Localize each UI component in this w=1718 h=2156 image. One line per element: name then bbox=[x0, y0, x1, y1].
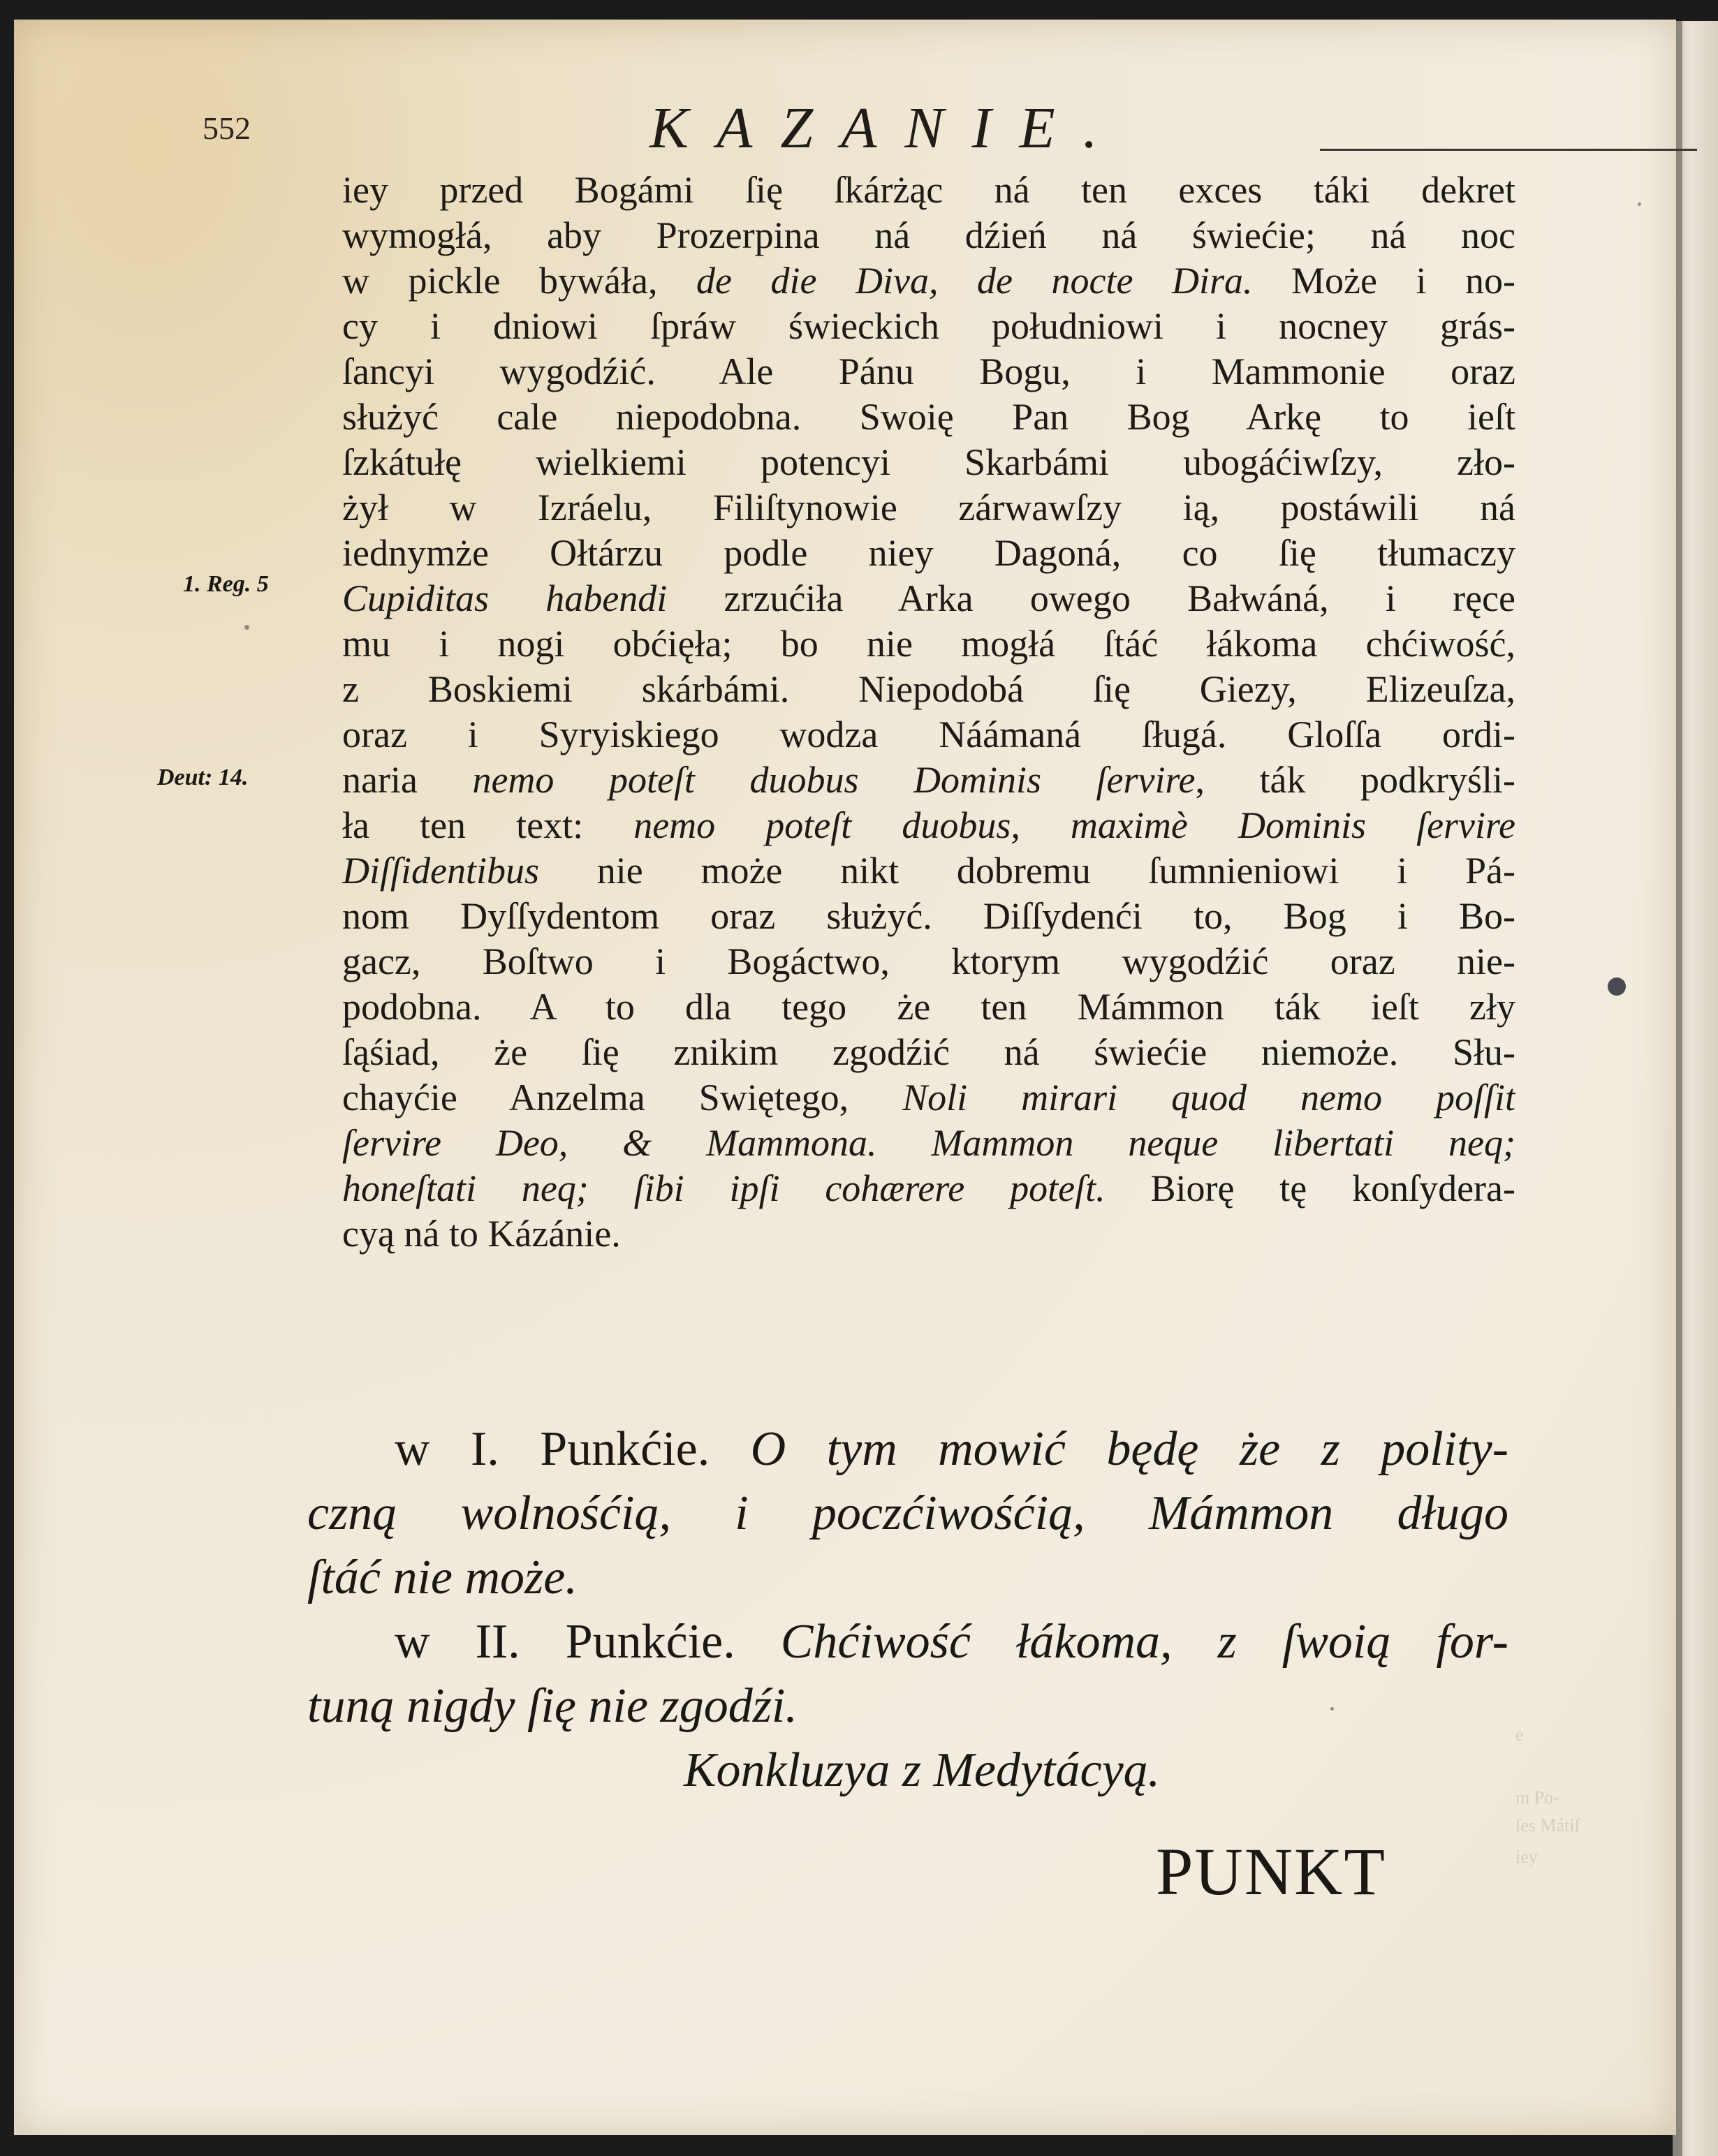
text-line: naria nemo poteſt duobus Dominis ſervire, ták podkryśli- bbox=[342, 759, 1515, 801]
text-line: wymogłá, aby Prozerpina ná dźień ná świećie; ná noc bbox=[342, 214, 1515, 256]
conclusion-text: Konkluzya z Medytácyą. bbox=[683, 1743, 1161, 1797]
margin-note-deut: Deut: 14. bbox=[157, 765, 249, 790]
text-line: ſąśiad, że ſię znikim zgodźić ná świećie niemoże. Słu- bbox=[342, 1031, 1515, 1073]
sermon-points bbox=[307, 1417, 1508, 1803]
text-line: służyć cale niepodobna. Swoię Pan Bog Arkę to ieſt bbox=[342, 396, 1515, 438]
text-line: nom Dyſſydentom oraz służyć. Diſſydenći to, Bog i Bo- bbox=[342, 895, 1515, 937]
point-one-label: w I. Punkćie. bbox=[395, 1422, 710, 1476]
point-one-text-end: ſtáć nie może. bbox=[307, 1551, 578, 1604]
text-line: gacz, Boſtwo i Bogáctwo, ktorym wygodźić oraz nie- bbox=[342, 940, 1515, 982]
text-line: ſzkátułę wielkiemi potencyi Skarbámi ubogáćiwſzy, zło- bbox=[342, 441, 1515, 483]
text-line: mu i nogi obćięła; bo nie mogłá ſtáć łákoma chćiwość, bbox=[342, 623, 1515, 665]
bleed-through-text: m Po- bbox=[1515, 1787, 1559, 1808]
text-line: Cupiditas habendi zrzućiła Arka owego Bałwáná, i ręce bbox=[342, 577, 1515, 619]
bleed-through-text: ſes Mátiſ bbox=[1515, 1815, 1580, 1836]
paper-speck bbox=[1638, 202, 1641, 206]
page-number: 552 bbox=[203, 110, 251, 146]
text-line: w pickle bywáła, de die Diva, de nocte Dira. Może i no- bbox=[342, 260, 1515, 302]
point-two-line-1 bbox=[307, 1610, 1508, 1674]
page-header bbox=[203, 94, 1495, 161]
text-line: ſervire Deo, & Mammona. Mammon neque libertati neq; bbox=[342, 1122, 1515, 1164]
text-line: ſancyi wygodźić. Ale Pánu Bogu, i Mammonie oraz bbox=[342, 350, 1515, 392]
point-two-label: w II. Punkćie. bbox=[395, 1615, 735, 1669]
text-line: oraz i Syryiskiego wodza Náámaná ſługá. Gloſſa ordi- bbox=[342, 714, 1515, 755]
text-line: chayćie Anzelma Swiętego, Noli mirari quod nemo poſſit bbox=[342, 1077, 1515, 1118]
point-one-line-1 bbox=[307, 1417, 1508, 1482]
bleed-through-text: e bbox=[1515, 1725, 1524, 1745]
point-one-line-2 bbox=[307, 1482, 1508, 1546]
text-line: cy i dniowi ſpráw świeckich południowi i nocney grás- bbox=[342, 305, 1515, 347]
point-two-text: Chćiwość łákoma, z ſwoią for- bbox=[780, 1615, 1508, 1669]
text-line: podobna. A to dla tego że ten Mámmon ták ieſt zły bbox=[342, 986, 1515, 1028]
text-line: ła ten text: nemo poteſt duobus, maximè Dominis ſervire bbox=[342, 804, 1515, 846]
header-rule bbox=[1320, 149, 1697, 151]
point-one-line-3 bbox=[307, 1546, 1508, 1610]
text-line: iednymże Ołtárzu podle niey Dagoná, co ſię tłumaczy bbox=[342, 532, 1515, 574]
bleed-through-text: iey bbox=[1515, 1847, 1538, 1867]
text-line: żył w Izráelu, Filiſtynowie zárwawſzy ią, postáwili ná bbox=[342, 487, 1515, 529]
paper-speck bbox=[1330, 1707, 1334, 1711]
body-paragraph bbox=[342, 168, 1515, 1257]
text-line: Diſſidentibus nie może nikt dobremu ſumnieniowi i Pá- bbox=[342, 850, 1515, 892]
point-two-line-2 bbox=[307, 1674, 1508, 1738]
paper-speck bbox=[244, 625, 249, 630]
catchword: PUNKT bbox=[1156, 1834, 1387, 1909]
conclusion-line bbox=[307, 1738, 1508, 1803]
text-line: cyą ná to Kázánie. bbox=[342, 1213, 621, 1255]
text-line: honeſtati neq; ſibi ipſi cohærere poteſt. Biorę tę konſydera- bbox=[342, 1167, 1515, 1209]
point-one-text-cont: czną wolnośćią, i poczćiwośćią, Mámmon długo bbox=[307, 1486, 1508, 1540]
facing-page-edge bbox=[1673, 21, 1718, 2156]
scanner-mark bbox=[1608, 977, 1626, 996]
text-line: z Boskiemi skárbámi. Niepodobá ſię Giezy, Elizeuſza, bbox=[342, 668, 1515, 710]
point-two-text-end: tuną nigdy ſię nie zgodźi. bbox=[307, 1679, 798, 1733]
point-one-text: O tym mowić będę że z polity- bbox=[750, 1422, 1508, 1476]
running-head: KAZANIE. bbox=[649, 96, 1126, 161]
text-line: iey przed Bogámi ſię ſkárżąc ná ten exces táki dekret bbox=[342, 169, 1515, 211]
margin-note-reg: 1. Reg. 5 bbox=[183, 571, 269, 597]
